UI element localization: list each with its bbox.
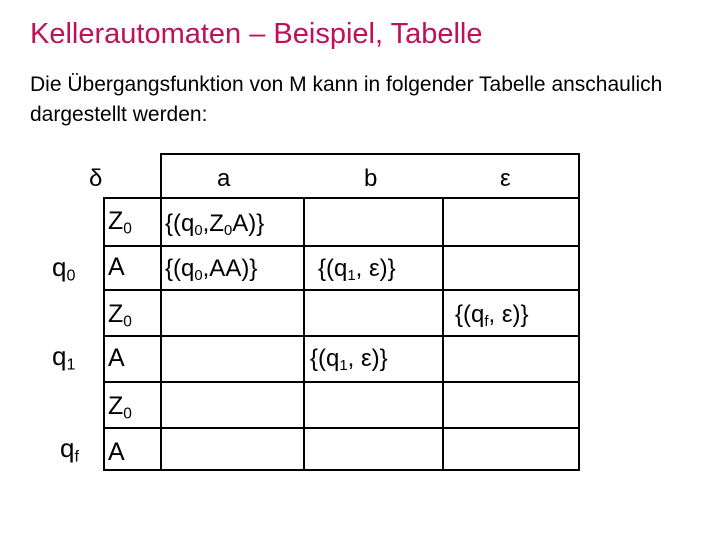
grid-line-epsilon-left: [442, 197, 444, 471]
stack-symbol-a: A: [108, 253, 125, 281]
transition-q1-z0-epsilon: {($q_f$, ε)}: [455, 301, 529, 331]
grid-line-b-left: [303, 197, 305, 471]
column-header-a: a: [217, 165, 231, 192]
grid-line-top: [160, 153, 580, 155]
slide-title: Kellerautomaten – Beispiel, Tabelle: [30, 18, 483, 50]
column-header-b: b: [364, 165, 378, 192]
stack-symbol-a: A: [108, 438, 125, 466]
grid-line-symbol-left: [103, 197, 105, 471]
grid-line-row5: [103, 427, 580, 429]
grid-line-row1: [103, 245, 580, 247]
transition-q0-z0-a: $\{(q_0,Z_0A)\}$: [165, 210, 265, 240]
stack-symbol-z0: $Z_0$: [108, 207, 132, 238]
transition-q0-a-a: $\{(q_0,AA)\}$: [165, 255, 258, 285]
state-q1: $q_1$: [52, 341, 76, 374]
state-q0: $q_0$: [52, 252, 76, 285]
grid-line-row4: [103, 381, 580, 383]
delta-symbol: δ: [89, 165, 103, 192]
state-qf: $q_f$: [60, 433, 79, 466]
intro-text: Die Übergangsfunktion von M kann in folgender Tabelle anschaulich dargestellt werden:: [30, 73, 663, 126]
stack-symbol-z0: $Z_0$: [108, 300, 132, 331]
grid-line-header-bottom: [103, 197, 580, 199]
transition-q0-a-b: {($q_1$, ε)}: [318, 255, 396, 285]
transition-q1-a-b: {($q_1$, ε)}: [310, 345, 388, 375]
grid-line-a-left: [160, 153, 162, 471]
stack-symbol-a: A: [108, 344, 125, 372]
grid-line-row3: [103, 335, 580, 337]
stack-symbol-z0: $Z_0$: [108, 392, 132, 423]
column-header-epsilon: ε: [500, 165, 511, 192]
grid-line-right: [578, 153, 580, 471]
grid-line-bottom: [103, 469, 580, 471]
grid-line-row2: [103, 289, 580, 291]
